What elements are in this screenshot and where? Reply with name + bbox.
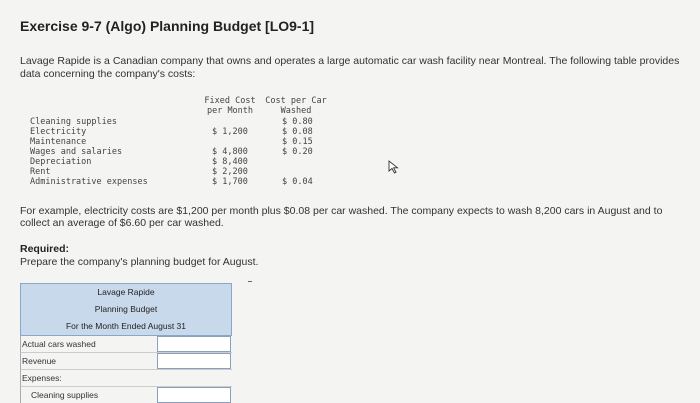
- fixed-cost: $ 4,800: [212, 147, 248, 157]
- required-text: Prepare the company's planning budget for August.: [20, 256, 259, 268]
- fixed-cost: $ 1,700: [212, 177, 248, 187]
- variable-cost-header: Cost per Car Washed: [265, 96, 327, 116]
- budget-row-cars: [20, 336, 232, 353]
- budget-row-label: Actual cars washed: [22, 339, 96, 349]
- budget-row-expenses: [20, 370, 232, 387]
- variable-cost: $ 0.08: [282, 127, 313, 137]
- variable-cost: $ 0.04: [282, 177, 313, 187]
- cost-label: Electricity: [30, 127, 87, 137]
- statement-name: Planning Budget: [94, 304, 158, 314]
- intro-text: Lavage Rapide is a Canadian company that owns and operates a large automatic car wash facility near Montreal. The following table provides data concerning the company's costs:: [20, 55, 680, 80]
- cleaning-supplies-input[interactable]: [157, 387, 231, 403]
- company-name: Lavage Rapide: [97, 287, 155, 297]
- budget-row-label: Revenue: [22, 356, 57, 366]
- cost-label: Maintenance: [30, 137, 87, 147]
- example-text: For example, electricity costs are $1,200 per month plus $0.08 per car washed. The company expects to wash 8,200 cars in August and to collect an average of $6.60 per car washed.: [20, 205, 663, 229]
- fixed-cost: $ 2,200: [212, 167, 248, 177]
- cost-label: Depreciation: [30, 157, 92, 167]
- budget-row-cleaning: [20, 387, 232, 403]
- cost-label: Cleaning supplies: [30, 117, 117, 127]
- mouse-cursor-icon: [388, 160, 400, 174]
- fixed-cost: $ 8,400: [212, 157, 248, 167]
- fixed-cost-header: Fixed Cost per Month: [204, 96, 256, 116]
- cost-data-table: [30, 96, 330, 192]
- budget-row-label: Expenses:: [22, 373, 62, 383]
- fixed-cost: $ 1,200: [212, 127, 248, 137]
- cars-washed-input[interactable]: [157, 336, 231, 352]
- decorative-dash: [248, 281, 252, 282]
- revenue-input[interactable]: [157, 353, 231, 369]
- variable-cost: $ 0.15: [282, 137, 313, 147]
- exercise-title: Exercise 9-7 (Algo) Planning Budget [LO9-1]: [20, 18, 315, 34]
- variable-cost: $ 0.80: [282, 117, 313, 127]
- cost-label: Rent: [30, 167, 51, 177]
- budget-row-label: Cleaning supplies: [31, 390, 99, 400]
- statement-period: For the Month Ended August 31: [65, 321, 187, 331]
- budget-row-revenue: [20, 353, 232, 370]
- required-heading: Required:: [20, 243, 70, 255]
- cost-label: Wages and salaries: [30, 147, 123, 157]
- variable-cost: $ 0.20: [282, 147, 313, 157]
- cost-label: Administrative expenses: [30, 177, 148, 187]
- planning-budget-form: [20, 283, 232, 403]
- budget-header: [20, 283, 232, 336]
